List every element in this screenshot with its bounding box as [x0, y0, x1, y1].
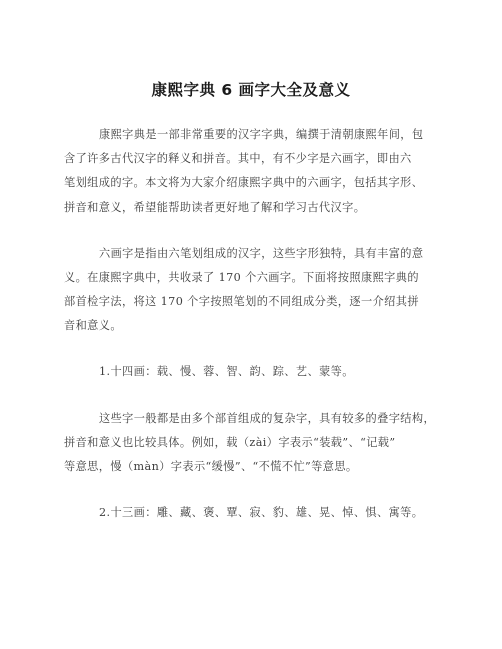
paragraph-1-line-4: 拼音和意义，希望能帮助读者更好地了解和学习古代汉字。 [64, 201, 366, 214]
paragraph-4-line-1: 这些字一般都是由多个部首组成的复杂字，具有较多的叠字结构， [99, 412, 436, 425]
paragraph-4-line-2: 拼音和意义也比较具体。例如，载（zài）字表示“装载”、“记载” [64, 436, 396, 449]
paragraph-1-line-2: 含了许多古代汉字的释义和拼音。其中，有不少字是六画字，即由六 [64, 152, 412, 165]
document-title: 康熙字典 6 画字大全及意义 [151, 81, 351, 99]
paragraph-1-line-1: 康熙字典是一部非常重要的汉字字典，编撰于清朝康熙年间，包 [99, 128, 424, 141]
paragraph-4-line-3: 等意思，慢（màn）字表示“缓慢”、“不慌不忙”等意思。 [64, 460, 358, 473]
paragraph-2-line-3: 部首检字法，将这 170 个字按照笔划的不同组成分类，逐一介绍其拼 [64, 295, 419, 308]
paragraph-2-line-4: 音和意义。 [64, 319, 122, 332]
paragraph-2-line-1: 六画字是指由六笔划组成的汉字，这些字形独特，具有丰富的意 [99, 247, 424, 260]
paragraph-3-line-1: 1.十四画：载、慢、蓉、智、韵、踪、艺、蒙等。 [99, 365, 354, 378]
paragraph-5-line-1: 2.十三画：雕、藏、褒、覃、寂、豹、雄、晃、悼、惧、寓等。 [99, 506, 424, 519]
paragraph-2-line-2: 义。在康熙字典中，共收录了 170 个六画字。下面将按照康熙字典的 [64, 271, 419, 284]
paragraph-1-line-3: 笔划组成的字。本文将为大家介绍康熙字典中的六画字，包括其字形、 [64, 176, 424, 189]
